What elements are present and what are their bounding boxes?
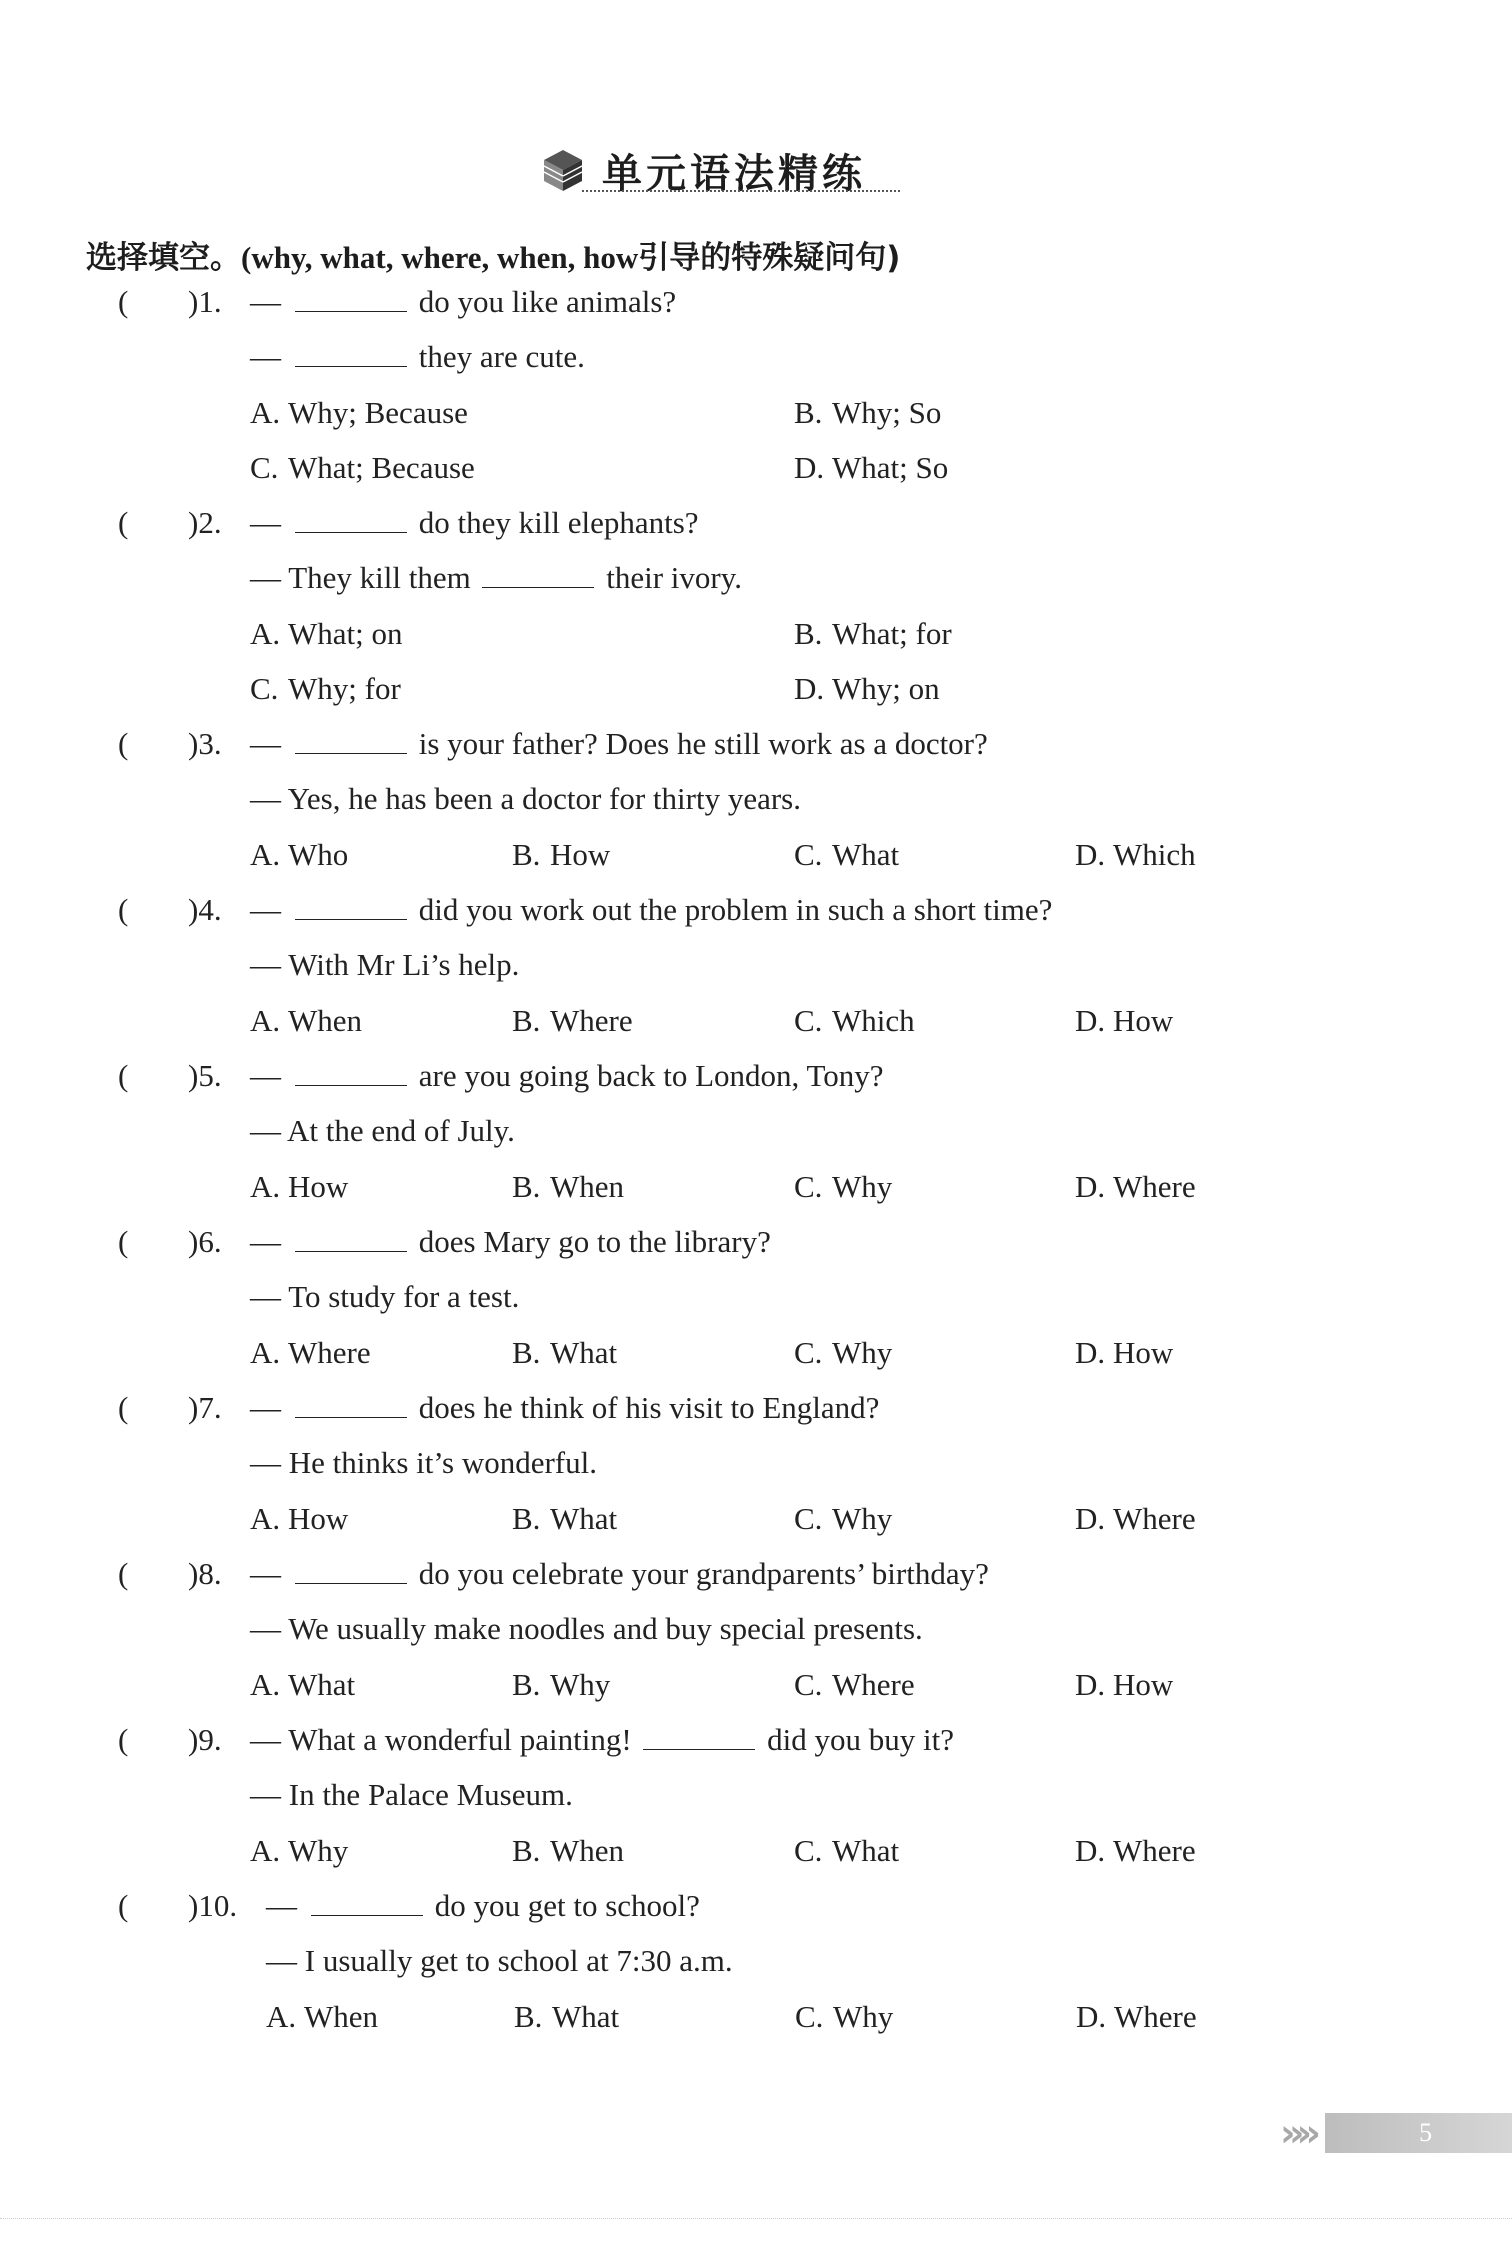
- question-8: [0, 1556, 1512, 1722]
- option-letter: A.: [250, 1335, 281, 1370]
- blank-field[interactable]: [295, 1225, 407, 1252]
- option-text: How: [1113, 1003, 1174, 1038]
- answer-bracket[interactable]: (: [118, 1888, 129, 1923]
- blank-field[interactable]: [295, 285, 407, 312]
- option-text: Which: [832, 1003, 915, 1038]
- option-text: What; for: [832, 616, 952, 651]
- line-prefix: —: [250, 284, 281, 319]
- option-d[interactable]: [794, 450, 948, 486]
- question-line-1: [250, 505, 699, 541]
- option-text: Why: [288, 1833, 349, 1868]
- option-letter: A.: [250, 1667, 281, 1702]
- option-letter: B.: [794, 616, 823, 651]
- option-b[interactable]: [794, 616, 952, 652]
- line-text: did you buy it?: [767, 1722, 955, 1757]
- option-b[interactable]: [512, 1833, 624, 1869]
- option-letter: A.: [250, 616, 281, 651]
- option-text: How: [288, 1169, 349, 1204]
- option-text: Who: [288, 837, 349, 872]
- option-letter: D.: [1075, 1833, 1106, 1868]
- question-line-1: [250, 1390, 879, 1426]
- answer-bracket[interactable]: (: [118, 892, 129, 927]
- blank-field[interactable]: [295, 340, 407, 367]
- question-10: [0, 1888, 1512, 2054]
- instruction-prefix: 选择填空。: [86, 240, 241, 276]
- line-prefix: — What a wonderful painting!: [250, 1722, 632, 1757]
- line-prefix: —: [250, 726, 281, 761]
- question-line-1: [250, 1058, 884, 1094]
- question-5: [0, 1058, 1512, 1224]
- page-number-bar: [1325, 2113, 1512, 2153]
- option-a[interactable]: [250, 837, 348, 873]
- line-text: does Mary go to the library?: [418, 1224, 771, 1259]
- answer-bracket[interactable]: (: [118, 1722, 129, 1757]
- question-line-1: [250, 1224, 771, 1260]
- option-letter: C.: [794, 1501, 823, 1536]
- option-a[interactable]: [266, 1999, 378, 2035]
- option-a[interactable]: [250, 1501, 348, 1537]
- option-letter: B.: [512, 1501, 541, 1536]
- answer-bracket[interactable]: (: [118, 505, 129, 540]
- option-letter: C.: [794, 1335, 823, 1370]
- option-letter: D.: [1075, 1169, 1106, 1204]
- option-letter: C.: [794, 1003, 823, 1038]
- question-line-1: [250, 892, 1052, 928]
- option-b[interactable]: [512, 1335, 617, 1371]
- option-c[interactable]: [794, 1667, 915, 1703]
- option-d[interactable]: [794, 671, 940, 707]
- question-1: [0, 284, 1512, 485]
- question-number: )9.: [188, 1722, 222, 1757]
- question-line-2: [250, 339, 585, 375]
- line-text: do you get to school?: [434, 1888, 700, 1923]
- option-letter: D.: [794, 450, 825, 485]
- option-text: Why: [832, 1335, 893, 1370]
- option-c[interactable]: [250, 450, 475, 486]
- answer-bracket[interactable]: (: [118, 1058, 129, 1093]
- option-b[interactable]: [794, 395, 941, 431]
- option-text: What: [832, 1833, 900, 1868]
- question-line-1: [250, 1722, 954, 1758]
- option-text: What; So: [832, 450, 949, 485]
- option-letter: C.: [794, 1667, 823, 1702]
- option-letter: D.: [1076, 1999, 1107, 2034]
- page-number: 5: [1419, 2118, 1433, 2147]
- option-d[interactable]: [1075, 1169, 1196, 1205]
- line-prefix: —: [250, 1390, 281, 1425]
- question-number: )5.: [188, 1058, 222, 1093]
- line-prefix: —: [250, 1556, 281, 1591]
- question-line-2: — At the end of July.: [250, 1113, 515, 1148]
- option-letter: D.: [1075, 1335, 1106, 1370]
- question-number: )8.: [188, 1556, 222, 1591]
- option-c[interactable]: [794, 837, 899, 873]
- option-letter: B.: [514, 1999, 543, 2034]
- line-text: their ivory.: [606, 560, 742, 595]
- option-b[interactable]: [512, 1169, 624, 1205]
- option-text: Where: [1114, 1999, 1197, 2034]
- option-text: Where: [832, 1667, 915, 1702]
- question-line-2: — I usually get to school at 7:30 a.m.: [266, 1943, 733, 1978]
- option-c[interactable]: [250, 671, 401, 707]
- option-letter: C.: [794, 837, 823, 872]
- option-text: What: [288, 1667, 356, 1702]
- page-title: 单元语法精练: [602, 150, 866, 197]
- option-letter: A.: [266, 1999, 297, 2034]
- question-line-2: — With Mr Li’s help.: [250, 947, 520, 982]
- option-b[interactable]: [512, 837, 610, 873]
- option-d[interactable]: [1075, 1501, 1196, 1537]
- line-text: do they kill elephants?: [418, 505, 699, 540]
- option-text: Why: [832, 1169, 893, 1204]
- blank-field[interactable]: [482, 561, 594, 588]
- chevron-right-icon: »»: [1280, 2111, 1314, 2155]
- option-letter: C.: [250, 450, 279, 485]
- option-b[interactable]: [512, 1003, 633, 1039]
- option-text: Which: [1113, 837, 1196, 872]
- option-letter: B.: [512, 1833, 541, 1868]
- answer-bracket[interactable]: (: [118, 726, 129, 761]
- question-3: [0, 726, 1512, 892]
- option-letter: A.: [250, 837, 281, 872]
- option-b[interactable]: [512, 1501, 617, 1537]
- question-line-2: — He thinks it’s wonderful.: [250, 1445, 597, 1480]
- option-text: What; on: [288, 616, 403, 651]
- question-9: [0, 1722, 1512, 1888]
- bottom-divider: [0, 2218, 1512, 2219]
- line-prefix: —: [250, 1224, 281, 1259]
- option-d[interactable]: [1075, 1003, 1173, 1039]
- option-text: Where: [1113, 1169, 1196, 1204]
- line-prefix: —: [250, 505, 281, 540]
- line-prefix: — They kill them: [250, 560, 471, 595]
- option-text: How: [1113, 1667, 1174, 1702]
- option-letter: B.: [512, 1003, 541, 1038]
- option-a[interactable]: [250, 616, 403, 652]
- option-text: What: [550, 1501, 618, 1536]
- option-letter: D.: [1075, 1003, 1106, 1038]
- question-4: [0, 892, 1512, 1058]
- option-letter: D.: [1075, 1667, 1106, 1702]
- blank-field[interactable]: [295, 727, 407, 754]
- option-letter: A.: [250, 1833, 281, 1868]
- option-text: How: [288, 1501, 349, 1536]
- question-line-1: [266, 1888, 700, 1924]
- option-letter: B.: [512, 1335, 541, 1370]
- line-prefix: —: [250, 339, 281, 374]
- option-letter: B.: [794, 395, 823, 430]
- blank-field[interactable]: [295, 1557, 407, 1584]
- option-letter: D.: [1075, 1501, 1106, 1536]
- option-letter: B.: [512, 837, 541, 872]
- question-number: )3.: [188, 726, 222, 761]
- instruction-suffix: 引导的特殊疑问句): [638, 240, 901, 276]
- option-letter: A.: [250, 395, 281, 430]
- cube-icon: [540, 147, 586, 193]
- option-text: Where: [1113, 1501, 1196, 1536]
- option-b[interactable]: [514, 1999, 619, 2035]
- question-7: [0, 1390, 1512, 1556]
- option-letter: C.: [250, 671, 279, 706]
- line-text: are you going back to London, Tony?: [418, 1058, 884, 1093]
- line-prefix: —: [250, 1058, 281, 1093]
- blank-field[interactable]: [643, 1723, 755, 1750]
- question-number: )4.: [188, 892, 222, 927]
- option-text: When: [304, 1999, 379, 2034]
- option-a[interactable]: [250, 1335, 371, 1371]
- question-number: )2.: [188, 505, 222, 540]
- option-text: Why; on: [832, 671, 940, 706]
- question-number: )7.: [188, 1390, 222, 1425]
- option-letter: C.: [794, 1169, 823, 1204]
- option-text: Where: [288, 1335, 371, 1370]
- option-d[interactable]: [1075, 1667, 1173, 1703]
- option-a[interactable]: [250, 1833, 348, 1869]
- option-text: Where: [1113, 1833, 1196, 1868]
- option-text: Why: [832, 1501, 893, 1536]
- line-text: they are cute.: [418, 339, 585, 374]
- option-a[interactable]: [250, 1003, 362, 1039]
- line-text: did you work out the problem in such a short time?: [418, 892, 1053, 927]
- option-letter: A.: [250, 1501, 281, 1536]
- option-text: What: [550, 1335, 618, 1370]
- option-c[interactable]: [794, 1335, 892, 1371]
- answer-bracket[interactable]: (: [118, 284, 129, 319]
- option-c[interactable]: [794, 1833, 899, 1869]
- question-line-2: — We usually make noodles and buy special presents.: [250, 1611, 923, 1646]
- line-text: does he think of his visit to England?: [418, 1390, 880, 1425]
- page-number-badge: [1280, 2110, 1512, 2156]
- option-d[interactable]: [1075, 837, 1196, 873]
- option-a[interactable]: [250, 1667, 355, 1703]
- option-letter: C.: [794, 1833, 823, 1868]
- option-text: Why; So: [832, 395, 942, 430]
- option-text: When: [288, 1003, 363, 1038]
- option-a[interactable]: [250, 1169, 348, 1205]
- answer-bracket[interactable]: (: [118, 1556, 129, 1591]
- question-number: )10.: [188, 1888, 238, 1923]
- option-d[interactable]: [1076, 1999, 1197, 2035]
- option-letter: B.: [512, 1169, 541, 1204]
- question-line-2: [250, 560, 742, 596]
- option-d[interactable]: [1075, 1833, 1196, 1869]
- question-line-2: — Yes, he has been a doctor for thirty years.: [250, 781, 801, 816]
- option-letter: D.: [1075, 837, 1106, 872]
- option-c[interactable]: [794, 1501, 892, 1537]
- option-a[interactable]: [250, 395, 468, 431]
- question-line-1: [250, 284, 676, 320]
- option-text: Why: [833, 1999, 894, 2034]
- option-text: Why: [550, 1667, 611, 1702]
- option-text: Where: [550, 1003, 633, 1038]
- option-text: How: [1113, 1335, 1174, 1370]
- option-letter: A.: [250, 1003, 281, 1038]
- line-prefix: —: [250, 892, 281, 927]
- question-number: )1.: [188, 284, 222, 319]
- option-letter: A.: [250, 1169, 281, 1204]
- option-c[interactable]: [794, 1169, 892, 1205]
- option-c[interactable]: [794, 1003, 915, 1039]
- option-letter: C.: [795, 1999, 824, 2034]
- question-line-2: — To study for a test.: [250, 1279, 520, 1314]
- option-letter: B.: [512, 1667, 541, 1702]
- option-text: What: [552, 1999, 620, 2034]
- option-text: Why; Because: [288, 395, 468, 430]
- question-2: [0, 505, 1512, 706]
- blank-field[interactable]: [295, 893, 407, 920]
- line-text: do you celebrate your grandparents’ birthday?: [418, 1556, 989, 1591]
- option-text: What: [832, 837, 900, 872]
- instruction-line: [86, 232, 900, 277]
- option-text: Why; for: [288, 671, 401, 706]
- title-underline: [582, 190, 900, 192]
- question-line-1: [250, 1556, 989, 1592]
- option-text: How: [550, 837, 611, 872]
- blank-field[interactable]: [295, 1059, 407, 1086]
- question-6: [0, 1224, 1512, 1390]
- option-text: When: [550, 1833, 625, 1868]
- question-number: )6.: [188, 1224, 222, 1259]
- line-text: do you like animals?: [418, 284, 677, 319]
- option-b[interactable]: [512, 1667, 610, 1703]
- blank-field[interactable]: [295, 1391, 407, 1418]
- option-letter: D.: [794, 671, 825, 706]
- option-text: When: [550, 1169, 625, 1204]
- blank-field[interactable]: [295, 506, 407, 533]
- line-text: is your father? Does he still work as a doctor?: [418, 726, 988, 761]
- blank-field[interactable]: [311, 1889, 423, 1916]
- line-prefix: —: [266, 1888, 297, 1923]
- answer-bracket[interactable]: (: [118, 1390, 129, 1425]
- option-text: What; Because: [288, 450, 475, 485]
- answer-bracket[interactable]: (: [118, 1224, 129, 1259]
- instruction-paren: (why, what, where, when, how: [241, 240, 639, 275]
- question-line-2: — In the Palace Museum.: [250, 1777, 573, 1812]
- option-c[interactable]: [795, 1999, 893, 2035]
- option-d[interactable]: [1075, 1335, 1173, 1371]
- question-line-1: [250, 726, 988, 762]
